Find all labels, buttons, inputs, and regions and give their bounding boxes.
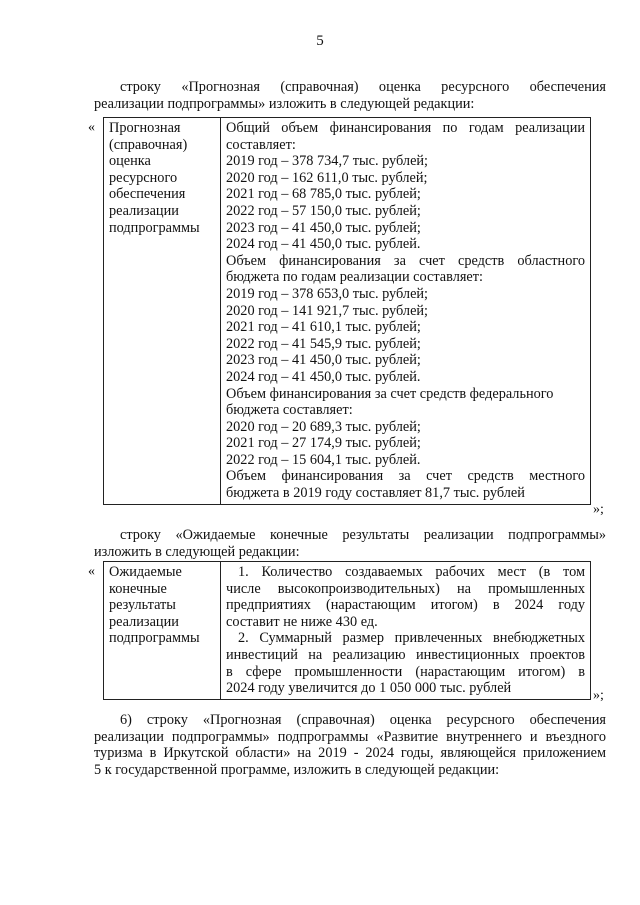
value-line: Общий объем финансирования по годам реализации [226, 120, 585, 136]
text-line: строку «Прогнозная (справочная) оценка ресурсного обеспечения [120, 79, 606, 95]
expected-results-table [103, 561, 591, 700]
label-line: результаты [109, 597, 176, 614]
value-line: 2022 год – 57 150,0 тыс. рублей; [226, 202, 421, 219]
label-line: Прогнозная [109, 120, 181, 136]
value-line: 2022 год – 41 545,9 тыс. рублей; [226, 335, 421, 352]
value-line: в сфере промышленности (нарастающим итогом) в [226, 663, 585, 680]
text-line: строку «Ожидаемые конечные результаты реализации подпрограммы» [120, 527, 606, 543]
row-label-cell [104, 562, 221, 700]
row-value-cell [221, 118, 591, 505]
value-line: Объем финансирования за счет средств местного [226, 468, 585, 485]
value-line: 2023 год – 41 450,0 тыс. рублей; [226, 219, 421, 236]
label-line: Ожидаемые [109, 564, 182, 580]
table2-open-quote: « [88, 564, 95, 579]
value-line: инвестиций на реализацию инвестиционных проектов [226, 646, 585, 663]
label-line: обеспечения [109, 186, 186, 203]
value-line: бюджета по годам реализации составляет: [226, 269, 483, 286]
value-line: 1. Количество создаваемых рабочих мест (в том [238, 564, 585, 580]
value-line: 2022 год – 15 604,1 тыс. рублей. [226, 451, 421, 468]
value-line: 2020 год – 20 689,3 тыс. рублей; [226, 418, 421, 435]
value-line: Объем финансирования за счет средств федерального [226, 385, 554, 402]
item-6-paragraph [94, 712, 606, 778]
value-line: Объем финансирования за счет средств областного [226, 252, 585, 269]
text-line: изложить в следующей редакции: [94, 543, 300, 560]
value-line: 2019 год – 378 734,7 тыс. рублей; [226, 153, 429, 170]
intro-paragraph-1 [94, 79, 606, 112]
value-line: 2020 год – 141 921,7 тыс. рублей; [226, 302, 429, 319]
value-line: 2020 год – 162 611,0 тыс. рублей; [226, 169, 428, 186]
text-line: 6) строку «Прогнозная (справочная) оценка ресурсного обеспечения [120, 712, 606, 728]
table2-close-quote: »; [593, 688, 604, 703]
intro-paragraph-2 [94, 527, 606, 560]
value-line: 2019 год – 378 653,0 тыс. рублей; [226, 285, 429, 302]
text-line: туризма в Иркутской области» на 2019 - 2024 годы, являющейся приложением [94, 745, 606, 762]
value-line: 2024 году увеличится до 1 050 000 тыс. рублей [226, 680, 512, 697]
text-line: реализации подпрограммы» подпрограммы «Развитие внутреннего и въездного [94, 728, 606, 745]
value-line: бюджета составляет: [226, 402, 353, 419]
label-line: оценка [109, 153, 151, 170]
resource-estimate-table [103, 117, 591, 505]
label-line: ресурсного [109, 169, 178, 186]
label-line: (справочная) [109, 136, 188, 153]
value-line: 2. Суммарный размер привлеченных внебюджетных [238, 630, 585, 647]
value-line: предприятиях (нарастающим итогом) в 2024 году [226, 597, 585, 614]
label-line: подпрограммы [109, 630, 200, 647]
value-line: бюджета в 2019 году составляет 81,7 тыс. рублей [226, 485, 525, 502]
label-line: реализации [109, 202, 179, 219]
table1-close-quote: »; [593, 502, 604, 517]
row-value-cell [221, 562, 591, 700]
value-line: числе высокопроизводительных) на промышленных [226, 580, 585, 597]
table1-open-quote: « [88, 120, 95, 135]
value-line: 2024 год – 41 450,0 тыс. рублей. [226, 236, 421, 253]
row-label-cell [104, 118, 221, 505]
label-line: конечные [109, 580, 167, 597]
label-line: подпрограммы [109, 219, 200, 236]
text-line: 5 к государственной программе, изложить в следующей редакции: [94, 761, 500, 778]
value-line: 2021 год – 27 174,9 тыс. рублей; [226, 435, 421, 452]
value-line: 2021 год – 41 610,1 тыс. рублей; [226, 319, 421, 336]
value-line: 2023 год – 41 450,0 тыс. рублей; [226, 352, 421, 369]
value-line: 2024 год – 41 450,0 тыс. рублей. [226, 368, 421, 385]
text-line: реализации подпрограммы» изложить в следующей редакции: [94, 95, 475, 112]
value-line: составит не ниже 430 ед. [226, 613, 378, 630]
page-number: 5 [316, 33, 324, 49]
label-line: реализации [109, 613, 179, 630]
value-line: составляет: [226, 136, 296, 153]
value-line: 2021 год – 68 785,0 тыс. рублей; [226, 186, 421, 203]
